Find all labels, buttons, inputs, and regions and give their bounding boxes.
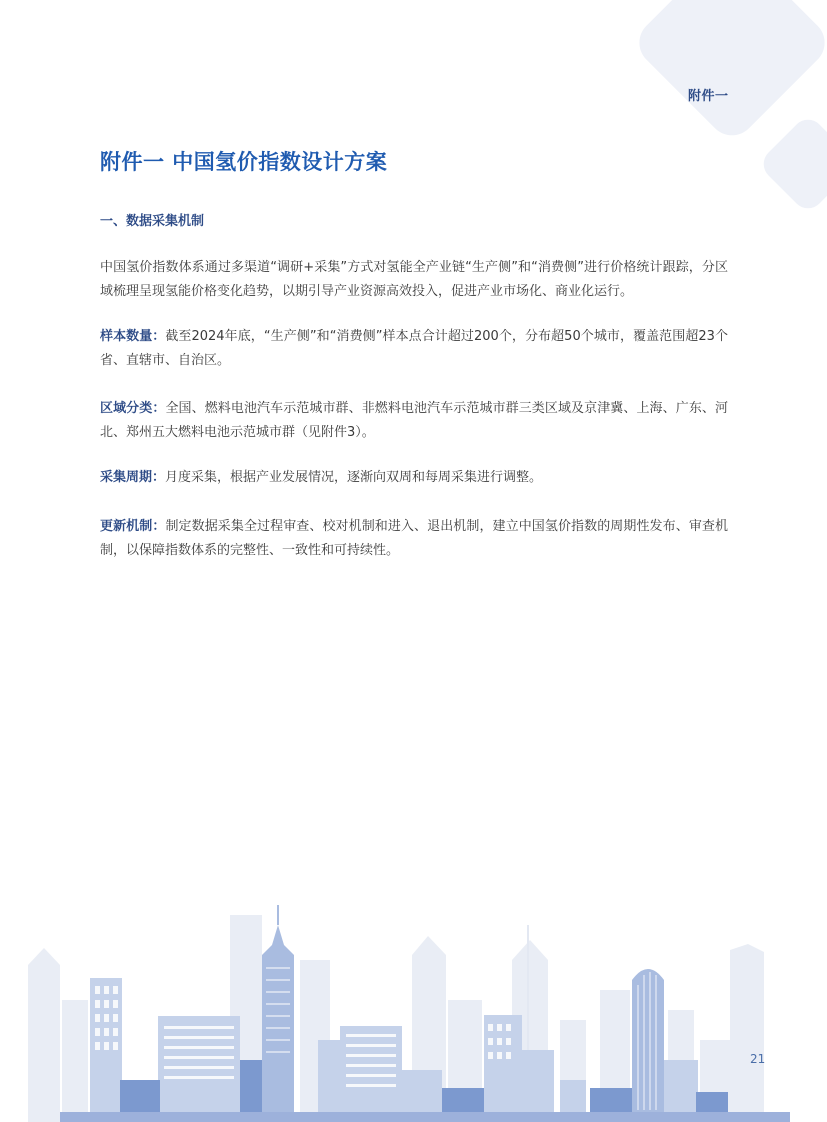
section-heading: 一、数据采集机制 (100, 214, 205, 229)
collection-period-paragraph (100, 466, 728, 490)
region-category-text: 全国、燃料电池汽车示范城市群、非燃料电池汽车示范城市群三类区域及京津冀、上海、广东、河北、郑州五大燃料电池示范城市群（见附件3）。 (100, 401, 728, 440)
collection-period-text: 月度采集，根据产业发展情况，逐渐向双周和每周采集进行调整。 (165, 470, 543, 485)
corner-diamonds (629, 0, 827, 215)
sample-size-label: 样本数量： (100, 329, 166, 344)
collection-period-label: 采集周期： (100, 470, 166, 485)
sample-size-paragraph (100, 325, 728, 373)
intro-paragraph: 中国氢价指数体系通过多渠道“调研+采集”方式对氢能全产业链“生产侧”和“消费侧”进行价格统计跟踪，分区域梳理呈现氢能价格变化趋势，以期引导产业资源高效投入，促进产业市场化、商业化运行。 (100, 260, 728, 299)
region-category-label: 区域分类： (100, 401, 166, 416)
round-tower (632, 969, 664, 1122)
update-mechanism-label: 更新机制： (100, 519, 166, 534)
page-number: 21 (750, 1052, 766, 1066)
city-skyline (28, 905, 790, 1122)
update-mechanism-text: 制定数据采集全过程审查、校对机制和进入、退出机制，建立中国氢价指数的周期性发布、审查机制，以保障指数体系的完整性、一致性和可持续性。 (100, 519, 728, 558)
page-title: 附件一 中国氢价指数设计方案 (100, 150, 388, 174)
update-mechanism-paragraph (100, 515, 728, 563)
spire-tower (262, 905, 294, 1122)
region-category-paragraph (100, 397, 728, 445)
sample-size-text: 截至2024年底，“生产侧”和“消费侧”样本点合计超过200个，分布超50个城市，覆盖范围超23个省、直辖市、自治区。 (100, 329, 728, 368)
appendix-tag: 附件一 (688, 89, 729, 104)
